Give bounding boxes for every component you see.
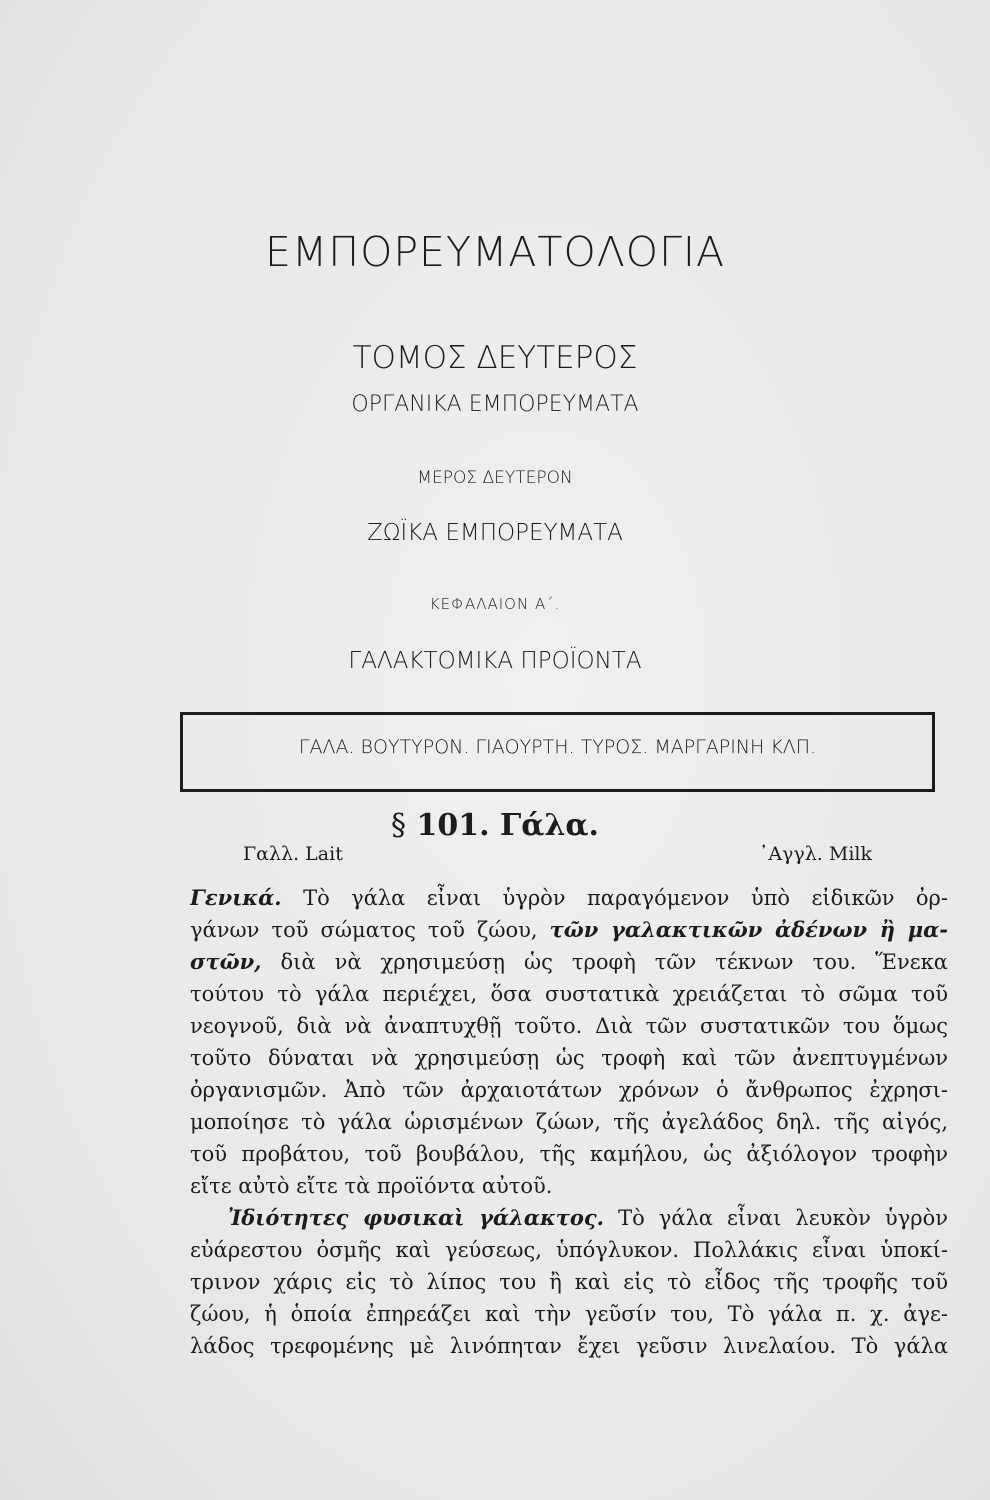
text-run: Τὸ γάλα εἶναι ὑγρὸν παραγόμενον ὑπὸ εἰδικῶν ὀρ-	[303, 886, 948, 910]
emphasis-run: τῶν γαλακτικῶν ἀδένων ἢ μα-	[549, 917, 948, 942]
text-run: Τὸ γάλα εἶναι λευκὸν ὑγρὸν	[618, 1206, 948, 1230]
box-bottom-rule	[180, 789, 935, 792]
animal-goods-title: ΖΩΪΚΑ ΕΜΠΟΡΕΥΜΑΤΑ	[367, 520, 623, 546]
organic-goods-title: ΟΡΓΑΝΙΚΑ ΕΜΠΟΡΕΥΜΑΤΑ	[351, 392, 639, 417]
text-line	[190, 1202, 948, 1234]
text-line: ὀργανισμῶν. Ἀπὸ τῶν ἀρχαιοτάτων χρόνων ὁ ἄνθρωπος ἐχρησι-	[190, 1078, 948, 1102]
text-line: εἴτε αὐτὸ εἴτε τὰ προϊόντα αὐτοῦ.	[190, 1174, 553, 1198]
text-run: γάνων τοῦ σώματος τοῦ ζώου,	[190, 918, 538, 942]
text-line: μοποίησε τὸ γάλα ὡρισμένων ζώων, τῆς ἀγελάδος δηλ. τῆς αἰγός,	[190, 1110, 948, 1134]
text-line	[190, 914, 948, 946]
text-line: τρινον χάρις εἰς τὸ λίπος του ἢ καὶ εἰς τὸ εἶδος τῆς τροφῆς τοῦ	[190, 1270, 948, 1294]
text-line: λάδος τρεφομένης μὲ λινόπηταν ἔχει γεῦσιν λινελαίου. Τὸ γάλα	[190, 1334, 948, 1358]
text-line: τοῦ προβάτου, τοῦ βουβάλου, τῆς καμήλου, ὡς ἀξιόλογον τροφὴν	[190, 1142, 948, 1166]
english-term: ᾿Αγγλ. Milk	[758, 843, 872, 865]
text-line: νεογνοῦ, διὰ νὰ ἀναπτυχθῇ τοῦτο. Διὰ τῶν συστατικῶν του ὅμως	[190, 1014, 948, 1038]
part-title: ΜΕΡΟΣ ΔΕΥΤΕΡΟΝ	[417, 468, 573, 488]
chapter-number: ΚΕΦΑΛΑΙΟΝ Α΄.	[429, 595, 561, 613]
text-line: τούτου τὸ γάλα περιέχει, ὅσα συστατικὰ χρειάζεται τὸ σῶμα τοῦ	[190, 982, 948, 1006]
paragraph-label: Ἰδιότητες φυσικαὶ γάλακτος.	[228, 1205, 604, 1230]
main-title: ΕΜΠΟΡΕΥΜΑΤΟΛΟΓΙΑ	[264, 228, 726, 276]
text-line	[190, 882, 948, 914]
paragraph-label: Γενικά.	[190, 885, 282, 910]
text-line	[190, 946, 948, 978]
text-line: ζώου, ἡ ὁποία ἐπηρεάζει καὶ τὴν γεῦσίν του, Τὸ γάλα π. χ. ἀγε-	[190, 1302, 948, 1326]
text-line: τοῦτο δύναται νὰ χρησιμεύσῃ ὡς τροφὴ καὶ τῶν ἀνεπτυγμένων	[190, 1046, 948, 1070]
text-run: διὰ νὰ χρησιμεύσῃ ὡς τροφὴ τῶν τέκνων του. Ἕνεκα	[280, 950, 948, 974]
boxed-subtitle: ΓΑΛΑ. ΒΟΥΤΥΡΟΝ. ΓΙΑΟΥΡΤΗ. ΤΥΡΟΣ. ΜΑΡΓΑΡΙΝΗ ΚΛΠ.	[298, 736, 817, 758]
chapter-title: ΓΑΛΑΚΤΟΜΙΚΑ ΠΡΟΪΟΝΤΑ	[348, 648, 642, 674]
volume-title: ΤΟΜΟΣ ΔΕΥΤΕΡΟΣ	[352, 340, 638, 376]
text-line: εὐάρεστου ὀσμῆς καὶ γεύσεως, ὑπόγλυκον. Πολλάκις εἶναι ὑποκί-	[190, 1238, 948, 1262]
emphasis-run: στῶν,	[190, 949, 262, 974]
box-top-rule	[180, 712, 935, 715]
section-symbol: §	[391, 808, 407, 843]
french-term: Γαλλ. Lait	[243, 843, 343, 865]
body-text	[190, 882, 948, 1362]
section-heading	[0, 808, 990, 843]
section-title: 101. Γάλα.	[416, 808, 599, 843]
